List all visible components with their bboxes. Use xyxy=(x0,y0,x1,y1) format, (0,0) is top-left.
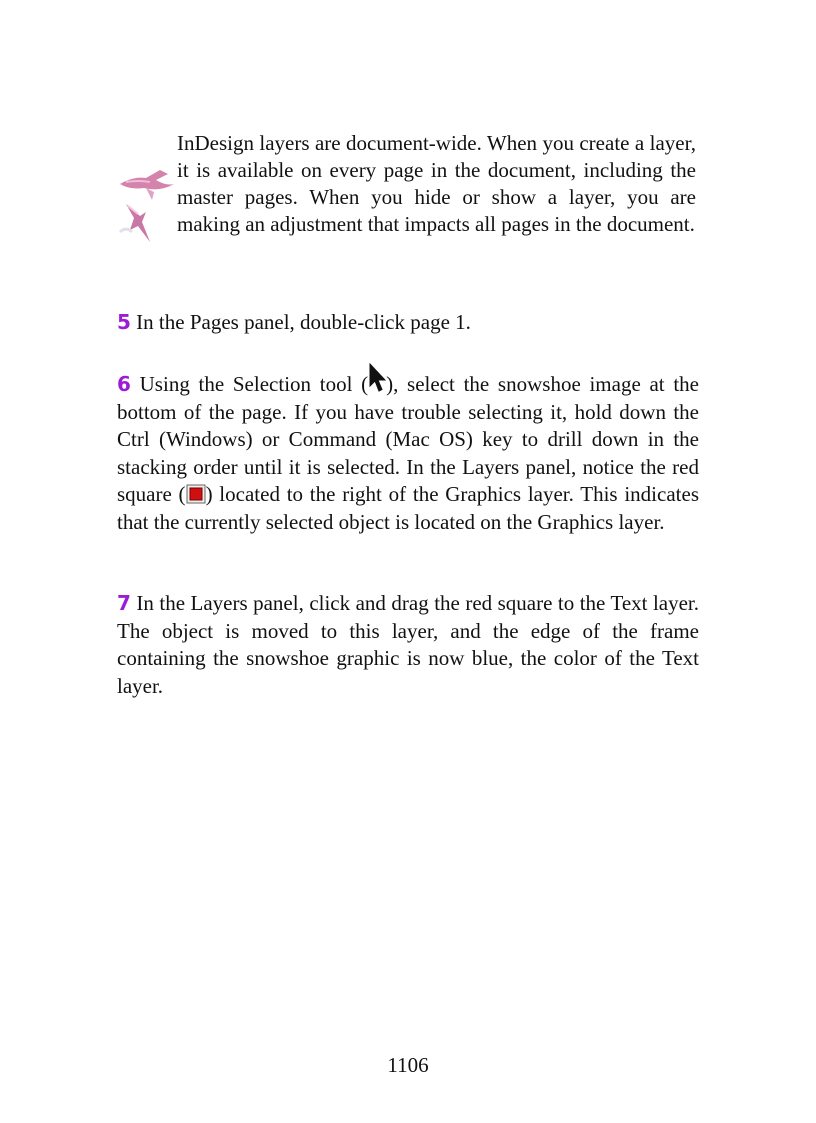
step-text: In the Pages panel, double-click page 1. xyxy=(136,310,471,334)
selection-tool-icon xyxy=(368,363,386,393)
pushpin-icon xyxy=(116,160,176,245)
note-paragraph: InDesign layers are document-wide. When you create a layer, it is available on every page in the document, including the master pages. When you hide or show a layer, you are making an adjustment that impacts all pages in the document. xyxy=(177,131,696,236)
red-square-icon xyxy=(186,484,206,504)
step-text-part-1: Using the Selection tool ( xyxy=(139,372,369,396)
step-text-part-2: ), select the snowshoe image at the bottom of the page. If you have trouble selecting it, hold down the Ctrl (Windows) or Command (Mac OS) key to drill down in the stacking order until it is selected. In the Layers panel, notice the red square ( xyxy=(117,372,700,506)
step-text-part-3: ) located to the right of the Graphics layer. This indicates that the currently selected object is located on the Graphics layer. xyxy=(117,482,699,534)
step-number: 5 xyxy=(117,310,131,334)
step-7 xyxy=(117,590,699,700)
step-number: 6 xyxy=(117,372,131,396)
step-text: In the Layers panel, click and drag the red square to the Text layer. The object is moved to this layer, and the edge of the frame containing the snowshoe graphic is now blue, the color of the Text layer. xyxy=(117,591,700,698)
step-5 xyxy=(117,309,699,337)
step-number: 7 xyxy=(117,591,131,615)
step-6 xyxy=(117,371,699,536)
page-number: 1106 xyxy=(387,1053,429,1077)
